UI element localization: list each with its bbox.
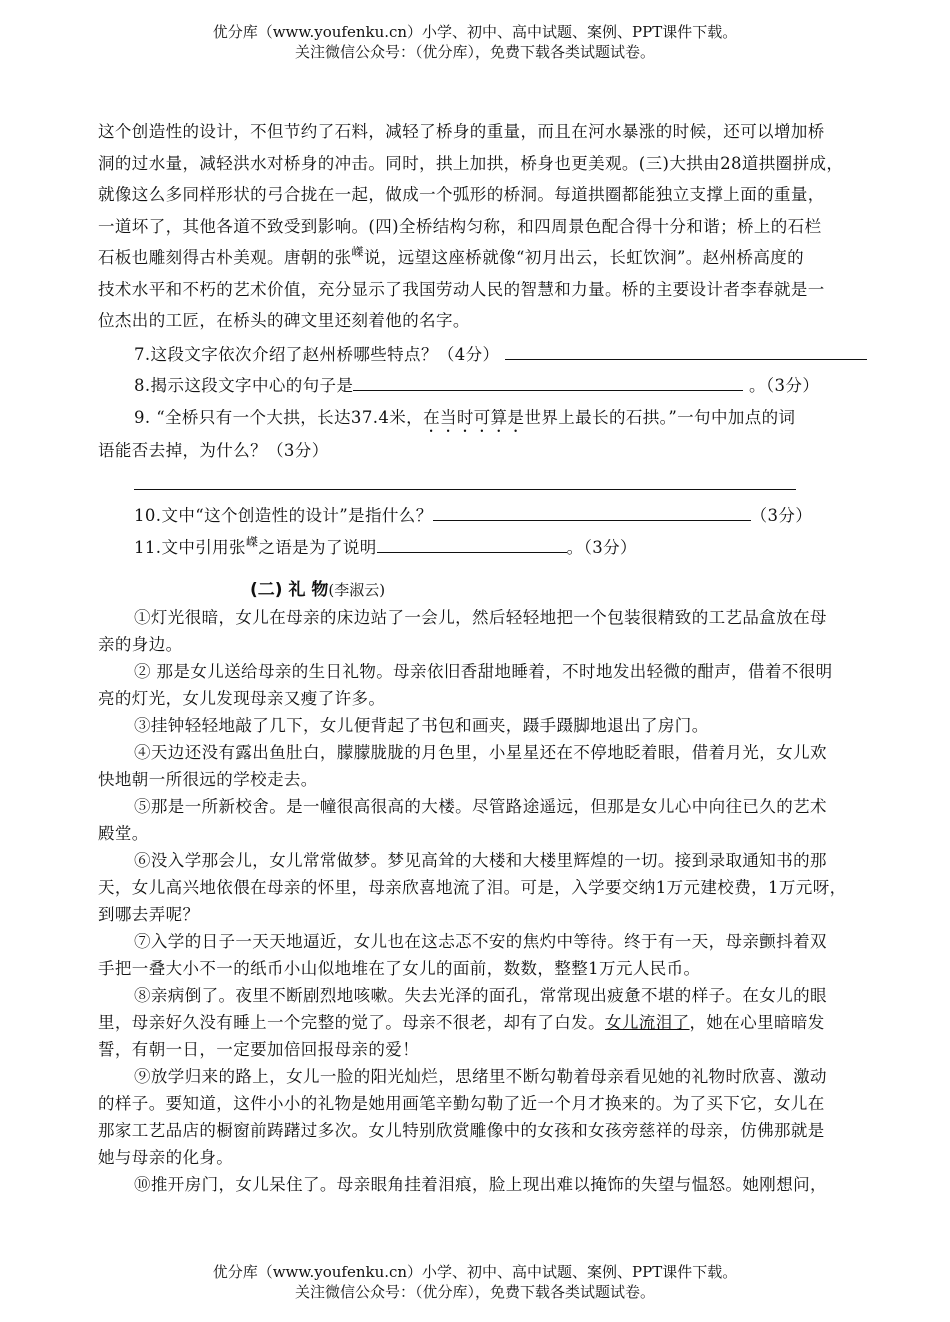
question-9-text: 9. “全桥只有一个大拱，长达37.4米，	[134, 407, 424, 427]
story-gift	[98, 604, 898, 1198]
question-11	[98, 532, 898, 564]
answer-blank-9[interactable]	[134, 467, 796, 490]
paragraph-7-cont: 手把一叠大小不一的纸币小山似地堆在了女儿的面前，数数，整整1万元人民币。	[98, 958, 701, 978]
answer-blank-11[interactable]	[377, 534, 567, 553]
footer-line-2: 关注微信公众号：（优分库），免费下载各类试题试卷。	[294, 1283, 655, 1301]
passage-text: 石板也雕刻得古朴美观。唐朝的张	[98, 248, 352, 267]
paragraph-7: ⑦入学的日子一天天地逼近，女儿也在这忐忑不安的焦灼中等待。终于有一天，母亲颤抖着双	[134, 931, 827, 951]
paragraph-4-cont: 快地朝一所很远的学校走去。	[98, 769, 318, 789]
paragraph-8-cont	[98, 1009, 898, 1036]
question-9-text-cont: 世界上最长的石拱。”一句中加点的词	[524, 407, 796, 427]
section-2-title	[98, 576, 898, 604]
page-header	[0, 22, 950, 62]
passage-line: 这个创造性的设计，不但节约了石料，减轻了桥身的重量，而且在河水暴涨的时候，还可以增加桥	[98, 122, 825, 141]
paragraph-text: 里，母亲好久没有睡上一个完整的觉了。母亲不很老，却有了白发。	[98, 1012, 605, 1032]
paragraph-8: ⑧亲病倒了。夜里不断剧烈地咳嗽。失去光泽的面孔，常常现出疲惫不堪的样子。在女儿的眼	[134, 985, 827, 1005]
paragraph-5-cont: 殿堂。	[98, 823, 149, 843]
question-7-text: 7.这段文字依次介绍了赵州桥哪些特点？（4分）	[134, 344, 500, 364]
passage-line: 就像这么多同样形状的弓合拢在一起，做成一个弧形的桥洞。每道拱圈都能独立支撑上面的重量，	[98, 185, 825, 204]
question-8-text: 8.揭示这段文字中心的句子是	[134, 375, 354, 395]
passage-line	[98, 242, 898, 274]
paragraph-2: ② 那是女儿送给母亲的生日礼物。母亲依旧香甜地睡着，不时地发出轻微的酣声，借着不很明	[134, 661, 833, 681]
question-11-score: 。（3分）	[566, 537, 637, 557]
rare-character: 嵥	[351, 245, 364, 259]
paragraph-2-cont: 亮的灯光，女儿发现母亲又瘦了许多。	[98, 688, 386, 708]
paragraph-8-cont: 誓，有朝一日，一定要加倍回报母亲的爱！	[98, 1039, 420, 1059]
paragraph-9-cont: 的样子。要知道，这件小小的礼物是她用画笔辛勤勾勒了近一个月才换来的。为了买下它，女儿在	[98, 1093, 825, 1113]
answer-blank-7[interactable]	[505, 341, 867, 360]
question-9-cont: 语能否去掉，为什么？（3分）	[98, 440, 329, 460]
paragraph-3: ③挂钟轻轻地敲了几下，女儿便背起了书包和画夹，蹑手蹑脚地退出了房门。	[134, 715, 709, 735]
section-title-text: (二) 礼 物	[250, 579, 329, 600]
paragraph-6-cont: 天，女儿高兴地依偎在母亲的怀里，母亲欣喜地流了泪。可是，入学要交纳1万元建校费，1万元呀，	[98, 877, 847, 897]
question-9	[98, 401, 898, 435]
passage-text: 说，远望这座桥就像“初月出云，长虹饮涧”。赵州桥高度的	[363, 248, 805, 267]
emphasized-words: 在当时可算是	[423, 407, 525, 427]
paragraph-4: ④天边还没有露出鱼肚白，朦朦胧胧的月色里，小星星还在不停地眨着眼，借着月光，女儿欢	[134, 742, 827, 762]
question-10-score: （3分）	[750, 505, 813, 525]
question-8-score: 。（3分）	[749, 375, 820, 395]
paragraph-6: ⑥没入学那会儿，女儿常常做梦。梦见高耸的大楼和大楼里辉煌的一切。接到录取通知书的那	[134, 850, 827, 870]
question-8	[98, 370, 898, 401]
document-body	[98, 116, 898, 1198]
paragraph-1: ①灯光很暗，女儿在母亲的床边站了一会儿，然后轻轻地把一个包装很精致的工艺品盒放在母	[134, 607, 827, 627]
passage-line: 一道坏了，其他各道不致受到影响。(四)全桥结构匀称，和四周景色配合得十分和谐；桥上的石栏	[98, 216, 822, 236]
passage-line: 洞的过水量，减轻洪水对桥身的冲击。同时，拱上加拱，桥身也更美观。(三)大拱由28道拱圈拼成，	[98, 153, 844, 173]
paragraph-text: ，她在心里暗暗发	[689, 1012, 825, 1032]
rare-character: 嵥	[245, 534, 259, 549]
question-10	[98, 500, 898, 532]
paragraph-1-cont: 亲的身边。	[98, 634, 183, 654]
paragraph-10: ⑩推开房门，女儿呆住了。母亲眼角挂着泪痕，脸上现出难以掩饰的失望与愠怒。她刚想问，	[134, 1174, 827, 1194]
questions	[98, 339, 898, 564]
passage-line: 位杰出的工匠，在桥头的碑文里还刻着他的名字。	[98, 311, 470, 330]
footer-line-1: 优分库（www.youfenku.cn）小学、初中、高中试题、案例、PPT课件下载。	[212, 1263, 738, 1281]
section-author: (李淑云)	[328, 580, 386, 599]
question-7	[98, 339, 898, 370]
page-footer	[0, 1262, 950, 1302]
answer-blank-10[interactable]	[433, 502, 751, 521]
paragraph-5: ⑤那是一所新校舍。是一幢很高很高的大楼。尽管路途遥远，但那是女儿心中向往已久的艺术	[134, 796, 827, 816]
header-line-2: 关注微信公众号：（优分库），免费下载各类试题试卷。	[294, 43, 655, 61]
answer-blank-8[interactable]	[353, 372, 743, 391]
paragraph-6-cont: 到哪去弄呢？	[98, 904, 200, 924]
passage-zhaozhou-bridge	[98, 116, 898, 337]
paragraph-9: ⑨放学归来的路上，女儿一脸的阳光灿烂，思绪里不断勾勒着母亲看见她的礼物时欣喜、激动	[134, 1066, 827, 1086]
header-line-1: 优分库（www.youfenku.cn）小学、初中、高中试题、案例、PPT课件下载。	[212, 23, 738, 41]
underlined-phrase: 女儿流泪了	[605, 1012, 690, 1032]
question-11-text-cont: 之语是为了说明	[258, 537, 377, 557]
question-11-text: 11.文中引用张	[134, 537, 246, 557]
question-10-text: 10.文中“这个创造性的设计”是指什么？	[134, 505, 433, 525]
paragraph-9-cont: 那家工艺品店的橱窗前踌躇过多次。女儿特别欣赏雕像中的女孩和女孩旁慈祥的母亲，仿佛那就是	[98, 1120, 825, 1140]
paragraph-9-cont: 她与母亲的化身。	[98, 1147, 234, 1167]
passage-line: 技术水平和不朽的艺术价值，充分显示了我国劳动人民的智慧和力量。桥的主要设计者李春就是一	[98, 279, 825, 299]
